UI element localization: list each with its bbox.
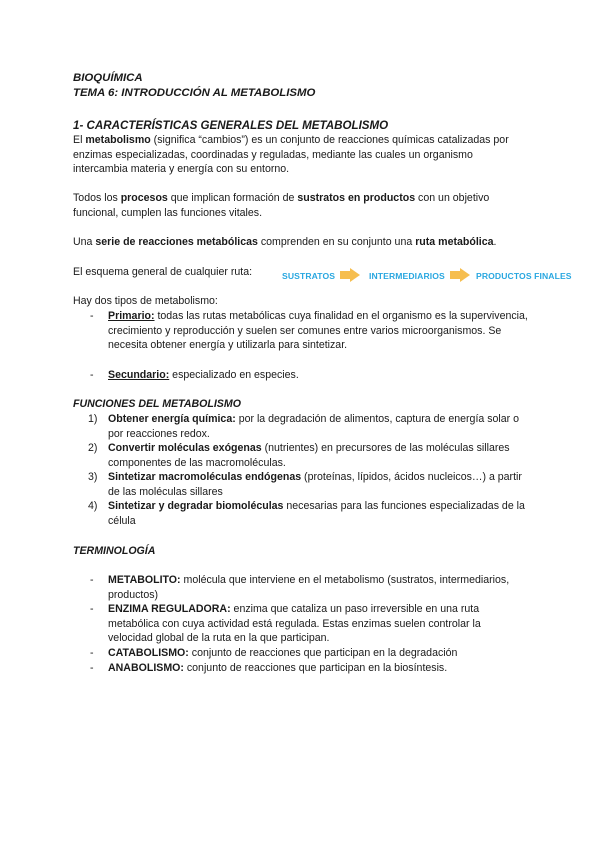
right-arrow-icon (340, 268, 360, 282)
term-secundario: Secundario: (108, 369, 170, 381)
list-item: - METABOLITO: molécula que interviene en el metabolismo (sustratos, intermediarios, productos) (90, 574, 510, 601)
list-item: - Primario: todas las rutas metabólicas cuya finalidad en el organismo es la supervivencia, crecimiento y reproducción y suelen ser comunes entre varios microorganismos. Se necesita obtener energía y utilizarla para sintetizar. (90, 310, 528, 352)
functions-heading: FUNCIONES DEL METABOLISMO (73, 398, 241, 410)
term-primario: Primario: (108, 310, 155, 322)
scheme-intro: El esquema general de cualquier ruta: (73, 266, 253, 278)
scheme-step-final-products: PRODUCTOS FINALES (476, 271, 572, 281)
list-item: - ENZIMA REGULADORA: enzima que cataliza un paso irreversible en una ruta metabólica con cuya actividad está regulada. Estas enzimas suelen controlar la velocidad global de la ruta en la que participan. (90, 603, 481, 645)
topic-title: TEMA 6: INTRODUCCIÓN AL METABOLISMO (73, 87, 316, 99)
list-item: - ANABOLISMO: conjunto de reacciones que participan en la biosíntesis. (90, 662, 448, 674)
list-item: 3) Sintetizar macromoléculas endógenas (proteínas, lípidos, ácidos nucleicos…) a partir de las moléculas sillares (88, 471, 522, 498)
document-header (73, 71, 533, 101)
types-intro: Hay dos tipos de metabolismo: (73, 295, 218, 307)
processes-paragraph: Todos los procesos que implican formación de sustratos en productos con un objetivo funcional, cumplen las funciones vitales. (73, 192, 490, 219)
scheme-step-substrates: SUSTRATOS (282, 271, 336, 281)
list-item: 2) Convertir moléculas exógenas (nutrientes) en precursores de las moléculas sillares componentes de las macromoléculas. (88, 442, 510, 469)
list-item: - CATABOLISMO: conjunto de reacciones que participan en la degradación (90, 647, 458, 659)
list-item: 4) Sintetizar y degradar biomoléculas necesarias para las funciones especializadas de la célula (88, 500, 525, 527)
terminology-heading: TERMINOLOGÍA (73, 545, 156, 557)
section-1-heading: 1- CARACTERÍSTICAS GENERALES DEL METABOLISMO (73, 119, 389, 132)
subject-title: BIOQUÍMICA (73, 72, 143, 84)
scheme-step-intermediates: INTERMEDIARIOS (369, 271, 445, 281)
metabolism-definition: El metabolismo (significa “cambios”) es un conjunto de reacciones químicas catalizadas por enzimas especializadas, coordinadas y reguladas, mediante las cuales un organismo intercambia materia y energía con su entorno. (73, 134, 509, 176)
list-item: - Secundario: especializado en especies. (90, 369, 299, 381)
list-item: 1) Obtener energía química: por la degradación de alimentos, captura de energía solar o por reacciones redox. (88, 413, 520, 440)
pathway-scheme (276, 267, 576, 285)
pathway-paragraph: Una serie de reacciones metabólicas comprenden en su conjunto una ruta metabólica. (73, 236, 497, 248)
right-arrow-icon (450, 268, 470, 282)
term-metabolismo: metabolismo (85, 134, 151, 146)
